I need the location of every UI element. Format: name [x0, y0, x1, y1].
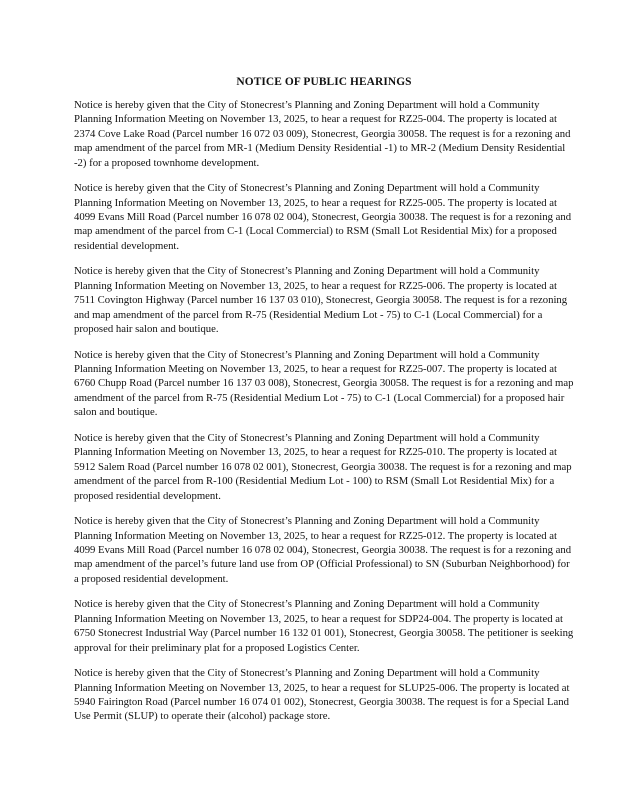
notice-paragraph-sdp24-004: Notice is hereby given that the City of Stonecrest’s Planning and Zoning Department will hold a Community Planning Information Meeting on November 13, 2025, to hear a request for SDP24-004. The property is located at 6750 Stonecrest Industrial Way (Parcel number 16 132 01 001), Stonecrest, Georgia 30058. The petitioner is seeking approval for their preliminary plat for a proposed Logistics Center.: [74, 598, 574, 654]
notice-paragraph-rz25-005: Notice is hereby given that the City of Stonecrest’s Planning and Zoning Department will hold a Community Planning Information Meeting on November 13, 2025, to hear a request for RZ25-005. The property is located at 4099 Evans Mill Road (Parcel number 16 078 02 004), Stonecrest, Georgia 30038. The request is for a rezoning and map amendment of the parcel from C-1 (Local Commercial) to RSM (Small Lot Residential Mix) for a proposed residential development.: [74, 182, 572, 252]
notice-paragraph-rz25-004: Notice is hereby given that the City of Stonecrest’s Planning and Zoning Department will hold a Community Planning Information Meeting on November 13, 2025, to hear a request for RZ25-004. The property is located at 2374 Cove Lake Road (Parcel number 16 072 03 009), Stonecrest, Georgia 30058. The request is for a rezoning and map amendment of the parcel from MR-1 (Medium Density Residential -1) to MR-2 (Medium Density Residential -2) for a proposed townhome development.: [74, 99, 571, 169]
notice-paragraph-rz25-006: Notice is hereby given that the City of Stonecrest’s Planning and Zoning Department will hold a Community Planning Information Meeting on November 13, 2025, to hear a request for RZ25-006. The property is located at 7511 Covington Highway (Parcel number 16 137 03 010), Stonecrest, Georgia 30058. The request is for a rezoning and map amendment of the parcel from R-75 (Residential Medium Lot - 75) to C-1 (Local Commercial) for a proposed hair salon and boutique.: [74, 265, 568, 336]
notice-paragraph-rz25-012: Notice is hereby given that the City of Stonecrest’s Planning and Zoning Department will hold a Community Planning Information Meeting on November 13, 2025, to hear a request for RZ25-012. The property is located at 4099 Evans Mill Road (Parcel number 16 078 02 004), Stonecrest, Georgia 30038. The request is for a rezoning and map amendment of the parcel’s future land use from OP (Official Professional) to SN (Suburban Neighborhood) for a proposed residential development.: [74, 515, 572, 585]
notice-paragraph-rz25-007: Notice is hereby given that the City of Stonecrest’s Planning and Zoning Department will hold a Community Planning Information Meeting on November 13, 2025, to hear a request for RZ25-007. The property is located at 6760 Chupp Road (Parcel number 16 137 03 008), Stonecrest, Georgia 30058. The request is for a rezoning and map amendment of the parcel from R-75 (Residential Medium Lot - 75) to C-1 (Local Commercial) for a proposed hair salon and boutique.: [74, 348, 574, 419]
notice-paragraph-slup25-006: Notice is hereby given that the City of Stonecrest’s Planning and Zoning Department will hold a Community Planning Information Meeting on November 13, 2025, to hear a request for SLUP25-006. The property is located at 5940 Fairington Road (Parcel number 16 074 01 002), Stonecrest, Georgia 30038. The request is for a Special Land Use Permit (SLUP) to operate their (alcohol) package store.: [74, 667, 570, 723]
notice-document: [74, 75, 574, 735]
notice-paragraph-rz25-010: Notice is hereby given that the City of Stonecrest’s Planning and Zoning Department will hold a Community Planning Information Meeting on November 13, 2025, to hear a request for RZ25-010. The property is located at 5912 Salem Road (Parcel number 16 078 02 001), Stonecrest, Georgia 30038. The request is for a rezoning and map amendment of the parcel from R-100 (Residential Medium Lot - 100) to RSM (Small Lot Residential Mix) for a proposed residential development.: [74, 431, 572, 502]
page-title: NOTICE OF PUBLIC HEARINGS: [236, 76, 412, 88]
